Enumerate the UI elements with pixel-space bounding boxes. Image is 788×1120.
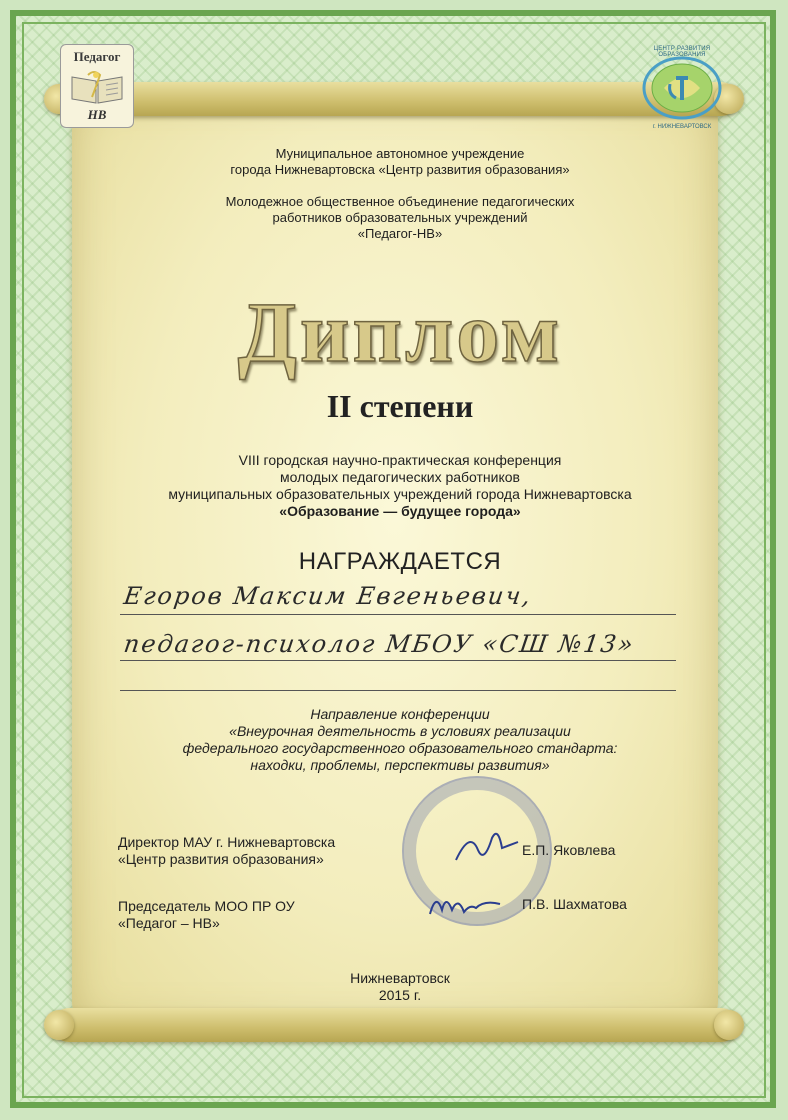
logo-left-top-text: Педагог xyxy=(73,49,121,64)
city: Нижневартовск xyxy=(350,970,450,986)
roll-end-icon xyxy=(714,1010,744,1040)
org-line: «Педагог-НВ» xyxy=(357,226,443,241)
logo-right-top-text: ЦЕНТР РАЗВИТИЯ ОБРАЗОВАНИЯ xyxy=(653,46,711,58)
organizer-1 xyxy=(110,146,690,178)
conference-line: VIII городская научно-практическая конференция xyxy=(238,452,562,468)
direction-line: федерального государственного образовательного стандарта: xyxy=(182,740,618,756)
org-line: города Нижневартовска «Центр развития образования» xyxy=(230,162,570,177)
scroll-bottom-roll xyxy=(52,1008,738,1042)
chair-title xyxy=(118,898,295,932)
pedagog-nv-logo xyxy=(60,44,134,128)
fill-line xyxy=(120,660,676,661)
place-and-year xyxy=(110,970,690,1004)
conference-name: «Образование — будущее города» xyxy=(279,503,521,519)
recipient-name: Егоров Максим Евгеньевич, xyxy=(122,582,534,610)
conference-info xyxy=(110,452,690,520)
globe-emblem-icon xyxy=(634,50,730,124)
direction-label: Направление конференции xyxy=(310,706,490,722)
director-signature-icon xyxy=(452,820,522,870)
book-icon xyxy=(68,67,126,107)
conference-line: муниципальных образовательных учреждений города Нижневартовска xyxy=(168,486,632,502)
education-center-logo xyxy=(634,46,730,130)
year: 2015 г. xyxy=(378,987,422,1003)
recipient-position: педагог-психолог МБОУ «СШ №13» xyxy=(122,630,637,658)
org-line: Молодежное общественное объединение педагогических xyxy=(225,194,575,209)
fill-line xyxy=(120,690,676,691)
conference-direction xyxy=(110,706,690,774)
awarded-label: НАГРАЖДАЕТСЯ xyxy=(298,548,502,575)
direction-line: находки, проблемы, перспективы развития» xyxy=(250,757,550,773)
fill-line xyxy=(120,614,676,615)
director-name: Е.П. Яковлева xyxy=(522,842,616,858)
organizer-2 xyxy=(110,194,690,242)
director-title-line: Директор МАУ г. Нижневартовска xyxy=(118,834,336,850)
roll-end-icon xyxy=(44,1010,74,1040)
diploma-degree: II степени xyxy=(326,388,474,424)
direction-line: «Внеурочная деятельность в условиях реализации xyxy=(229,723,571,739)
conference-line: молодых педагогических работников xyxy=(279,469,520,485)
chair-signature-icon xyxy=(426,886,506,922)
chair-name: П.В. Шахматова xyxy=(522,896,627,912)
org-line: работников образовательных учреждений xyxy=(272,210,528,225)
director-title-line: «Центр развития образования» xyxy=(118,851,324,867)
org-line: Муниципальное автономное учреждение xyxy=(275,146,525,161)
logo-right-bottom-text: г. НИЖНЕВАРТОВСК xyxy=(652,124,712,130)
chair-title-line: «Педагог – НВ» xyxy=(118,915,220,931)
chair-title-line: Председатель МОО ПР ОУ xyxy=(118,898,295,914)
logo-left-bottom-text: НВ xyxy=(87,107,107,122)
director-title xyxy=(118,834,335,868)
diploma-title: Диплом xyxy=(237,284,563,380)
